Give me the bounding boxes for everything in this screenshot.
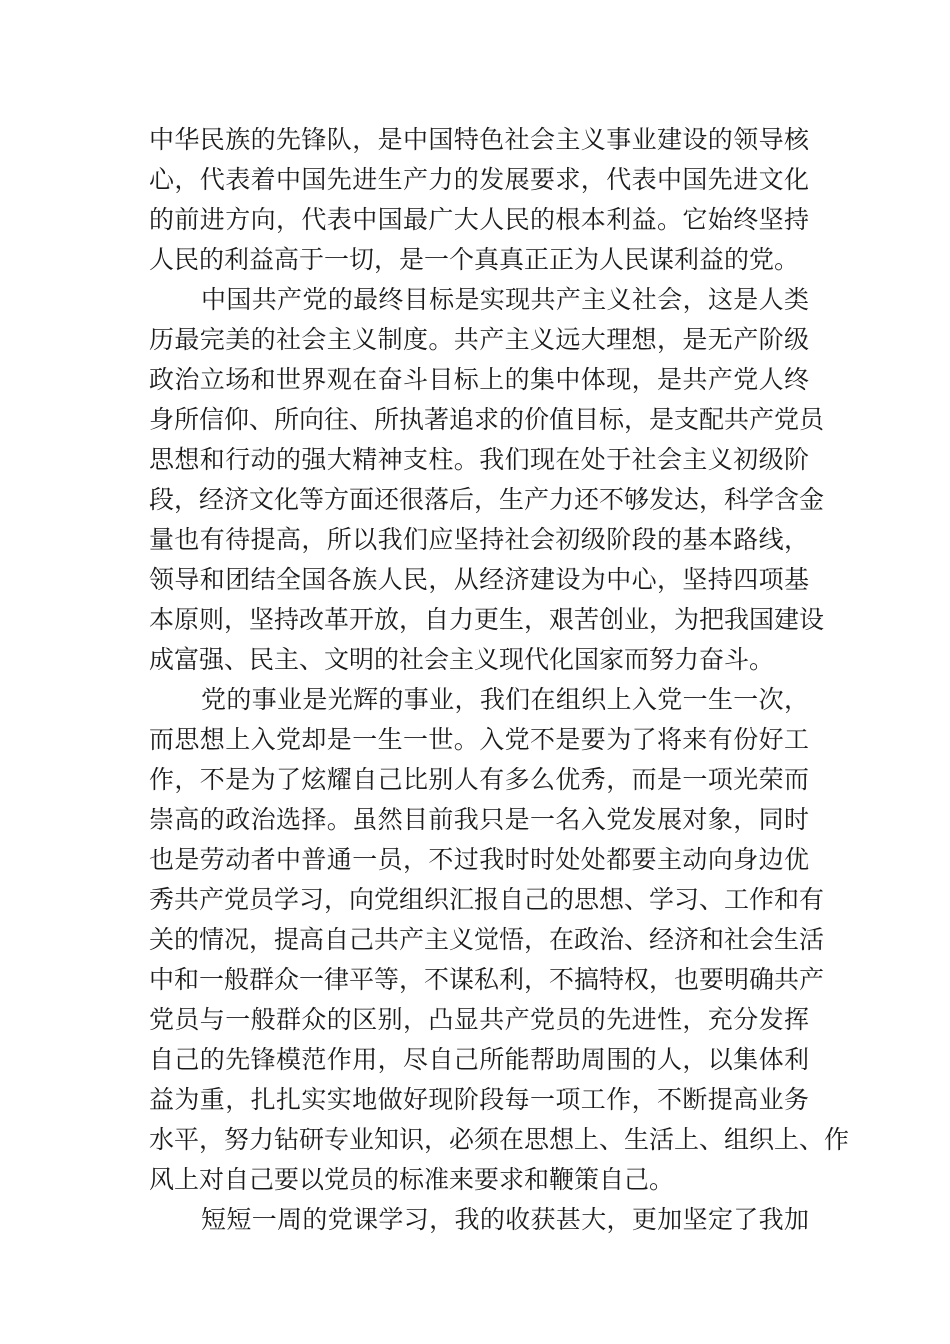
paragraph-4 [149, 1200, 809, 1240]
text-line: 秀共产党员学习，向党组织汇报自己的思想、学习、工作和有 [149, 885, 825, 914]
text-line: 作，不是为了炫耀自己比别人有多么优秀，而是一项光荣而 [149, 765, 809, 794]
text-line: 中华民族的先锋队，是中国特色社会主义事业建设的领导核 [149, 125, 809, 154]
text-line: 水平，努力钻研专业知识，必须在思想上、生活上、组织上、作 [149, 1125, 850, 1154]
text-line: 人民的利益高于一切，是一个真真正正为人民谋利益的党。 [149, 245, 800, 274]
text-line: 心，代表着中国先进生产力的发展要求，代表中国先进文化 [149, 165, 809, 194]
text-line: 崇高的政治选择。虽然目前我只是一名入党发展对象，同时 [149, 805, 809, 834]
text-line: 益为重，扎扎实实地做好现阶段每一项工作，不断提高业务 [149, 1085, 809, 1114]
paragraph-3 [149, 680, 850, 1200]
text-line: 党员与一般群众的区别，凸显共产党员的先进性，充分发挥 [149, 1005, 809, 1034]
text-line: 的前进方向，代表中国最广大人民的根本利益。它始终坚持 [149, 205, 809, 234]
text-line: 政治立场和世界观在奋斗目标上的集中体现，是共产党人终 [149, 365, 809, 394]
text-line: 思想和行动的强大精神支柱。我们现在处于社会主义初级阶 [149, 445, 809, 474]
text-line: 成富强、民主、文明的社会主义现代化国家而努力奋斗。 [149, 645, 775, 674]
text-line: 短短一周的党课学习，我的收获甚大，更加坚定了我加 [201, 1205, 809, 1234]
text-line: 身所信仰、所向往、所执著追求的价值目标，是支配共产党员 [149, 405, 825, 434]
text-line: 自己的先锋模范作用，尽自己所能帮助周围的人，以集体利 [149, 1045, 809, 1074]
paragraph-2 [149, 280, 825, 680]
text-line: 本原则，坚持改革开放，自力更生，艰苦创业，为把我国建设 [149, 605, 825, 634]
text-line: 党的事业是光辉的事业，我们在组织上入党一生一次， [201, 685, 809, 714]
text-line: 也是劳动者中普通一员，不过我时时处处都要主动向身边优 [149, 845, 809, 874]
text-line: 段，经济文化等方面还很落后，生产力还不够发达，科学含金 [149, 485, 825, 514]
text-line: 领导和团结全国各族人民，从经济建设为中心，坚持四项基 [149, 565, 809, 594]
text-line: 中和一般群众一律平等，不谋私利，不搞特权，也要明确共产 [149, 965, 825, 994]
paragraph-1 [149, 120, 809, 280]
text-line: 而思想上入党却是一生一世。入党不是要为了将来有份好工 [149, 725, 809, 754]
text-line: 风上对自己要以党员的标准来要求和鞭策自己。 [149, 1165, 675, 1194]
document-body [149, 120, 850, 1240]
text-line: 量也有待提高，所以我们应坚持社会初级阶段的基本路线， [149, 525, 809, 554]
text-line: 关的情况，提高自己共产主义觉悟，在政治、经济和社会生活 [149, 925, 825, 954]
text-line: 历最完美的社会主义制度。共产主义远大理想，是无产阶级 [149, 325, 809, 354]
text-line: 中国共产党的最终目标是实现共产主义社会，这是人类 [201, 285, 809, 314]
